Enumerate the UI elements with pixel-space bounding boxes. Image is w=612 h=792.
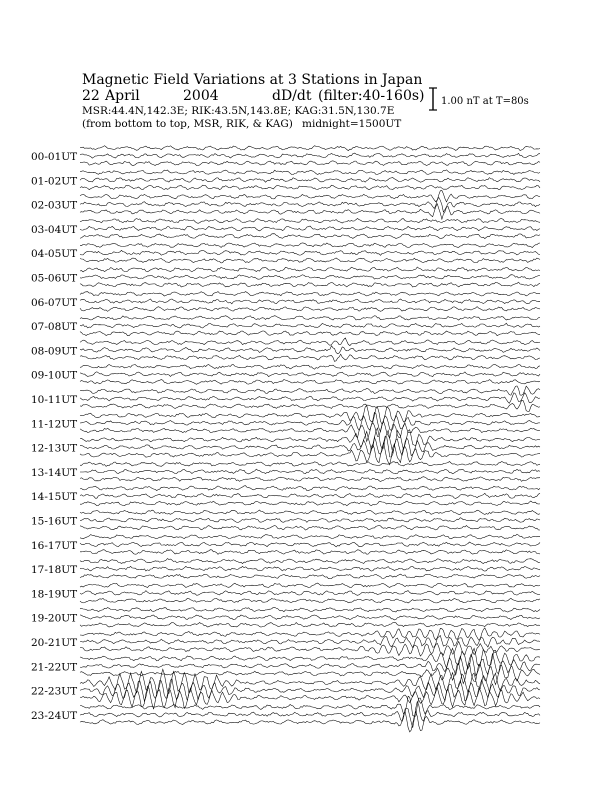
midnight-note: midnight=1500UT xyxy=(302,118,402,130)
row-label: 23-24UT xyxy=(31,709,78,722)
trace-rik-10-11ut xyxy=(80,393,540,404)
trace-kag-09-10ut xyxy=(80,364,540,369)
trace-msr-10-11ut xyxy=(80,400,540,411)
trace-msr-07-08ut xyxy=(80,331,540,336)
trace-kag-03-04ut xyxy=(80,219,540,224)
component-label: dD/dt xyxy=(272,88,312,104)
scale-bar xyxy=(429,88,437,110)
trace-rik-06-07ut xyxy=(80,299,540,304)
trace-kag-19-20ut xyxy=(80,607,540,612)
row-label: 03-04UT xyxy=(31,223,78,236)
trace-rik-13-14ut xyxy=(80,469,540,474)
trace-msr-15-16ut xyxy=(80,525,540,530)
row-label: 09-10UT xyxy=(31,369,78,382)
trace-kag-10-11ut xyxy=(80,386,540,395)
row-label: 11-12UT xyxy=(31,418,78,431)
row-label: 18-19UT xyxy=(31,588,78,601)
date-year: 2004 xyxy=(183,88,219,104)
scale-bar-label: 1.00 nT at T=80s xyxy=(441,96,529,107)
trace-rik-04-05ut xyxy=(80,250,540,255)
trace-rik-18-19ut xyxy=(80,591,540,596)
row-labels xyxy=(31,151,77,722)
row-label: 13-14UT xyxy=(31,466,78,479)
row-label: 08-09UT xyxy=(31,345,78,358)
trace-kag-05-06ut xyxy=(80,267,540,272)
trace-msr-00-01ut xyxy=(80,161,540,166)
trace-kag-13-14ut xyxy=(80,461,540,466)
trace-kag-18-19ut xyxy=(80,583,540,588)
date-month: April xyxy=(105,88,140,104)
date-day: 22 xyxy=(82,88,100,104)
trace-rik-00-01ut xyxy=(80,153,540,158)
trace-rik-14-15ut xyxy=(80,493,540,498)
trace-rik-17-18ut xyxy=(80,566,540,571)
trace-panel xyxy=(80,146,540,732)
trace-kag-08-09ut xyxy=(80,338,540,346)
trace-kag-21-22ut xyxy=(80,648,540,669)
trace-rik-07-08ut xyxy=(80,323,540,328)
trace-rik-08-09ut xyxy=(80,346,540,354)
trace-kag-20-21ut xyxy=(80,628,540,640)
trace-rik-23-24ut xyxy=(80,701,540,727)
station-order-note: (from bottom to top, MSR, RIK, & KAG) xyxy=(82,118,293,130)
trace-msr-18-19ut xyxy=(80,598,540,603)
trace-msr-01-02ut xyxy=(80,185,540,190)
trace-rik-19-20ut xyxy=(80,615,540,620)
row-label: 17-18UT xyxy=(31,564,78,577)
trace-kag-01-02ut xyxy=(80,170,540,175)
row-label: 19-20UT xyxy=(31,612,78,625)
trace-kag-02-03ut xyxy=(80,191,540,202)
trace-msr-05-06ut xyxy=(80,282,540,287)
row-label: 20-21UT xyxy=(31,637,78,649)
row-label: 05-06UT xyxy=(31,272,78,285)
row-label: 01-02UT xyxy=(31,175,78,188)
row-label: 12-13UT xyxy=(31,442,78,455)
trace-rik-15-16ut xyxy=(80,518,540,523)
trace-rik-02-03ut xyxy=(80,198,540,213)
trace-msr-13-14ut xyxy=(80,477,540,482)
row-label: 10-11UT xyxy=(31,394,78,406)
trace-rik-01-02ut xyxy=(80,178,540,183)
trace-rik-05-06ut xyxy=(80,275,540,280)
trace-kag-04-05ut xyxy=(80,243,540,248)
trace-rik-12-13ut xyxy=(80,436,540,457)
trace-rik-20-21ut xyxy=(80,636,540,648)
row-label: 07-08UT xyxy=(31,321,78,334)
trace-kag-07-08ut xyxy=(80,316,540,320)
figure-title: Magnetic Field Variations at 3 Stations in Japan xyxy=(82,72,423,88)
trace-kag-15-16ut xyxy=(80,510,540,515)
row-label: 00-01UT xyxy=(31,151,78,163)
trace-kag-16-17ut xyxy=(80,534,540,539)
trace-kag-00-01ut xyxy=(80,146,540,151)
trace-msr-04-05ut xyxy=(80,258,540,263)
trace-msr-17-18ut xyxy=(80,574,540,579)
row-label: 02-03UT xyxy=(31,199,78,212)
trace-msr-16-17ut xyxy=(80,550,540,555)
trace-msr-03-04ut xyxy=(80,234,540,239)
row-label: 14-15UT xyxy=(31,491,78,504)
trace-msr-19-20ut xyxy=(80,622,540,627)
trace-kag-23-24ut xyxy=(80,696,540,716)
row-label: 16-17UT xyxy=(31,539,78,552)
trace-msr-14-15ut xyxy=(80,501,540,506)
trace-rik-16-17ut xyxy=(80,542,540,547)
trace-msr-09-10ut xyxy=(80,379,540,384)
trace-kag-17-18ut xyxy=(80,559,540,564)
row-label: 06-07UT xyxy=(31,296,78,309)
row-label: 22-23UT xyxy=(31,685,78,698)
trace-msr-08-09ut xyxy=(80,354,540,361)
row-label: 21-22UT xyxy=(31,661,78,674)
filter-label: (filter:40-160s) xyxy=(318,88,425,104)
trace-kag-06-07ut xyxy=(80,292,540,296)
trace-msr-02-03ut xyxy=(80,204,540,219)
station-coordinates: MSR:44.4N,142.3E; RIK:43.5N,143.8E; KAG:31.5N,130.7E xyxy=(82,105,395,117)
trace-kag-14-15ut xyxy=(80,486,540,491)
trace-rik-09-10ut xyxy=(80,372,540,377)
row-label: 04-05UT xyxy=(31,248,78,261)
row-label: 15-16UT xyxy=(31,515,78,528)
trace-msr-06-07ut xyxy=(80,307,540,312)
trace-msr-20-21ut xyxy=(80,641,540,656)
trace-rik-03-04ut xyxy=(80,226,540,231)
trace-msr-12-13ut xyxy=(80,443,540,465)
